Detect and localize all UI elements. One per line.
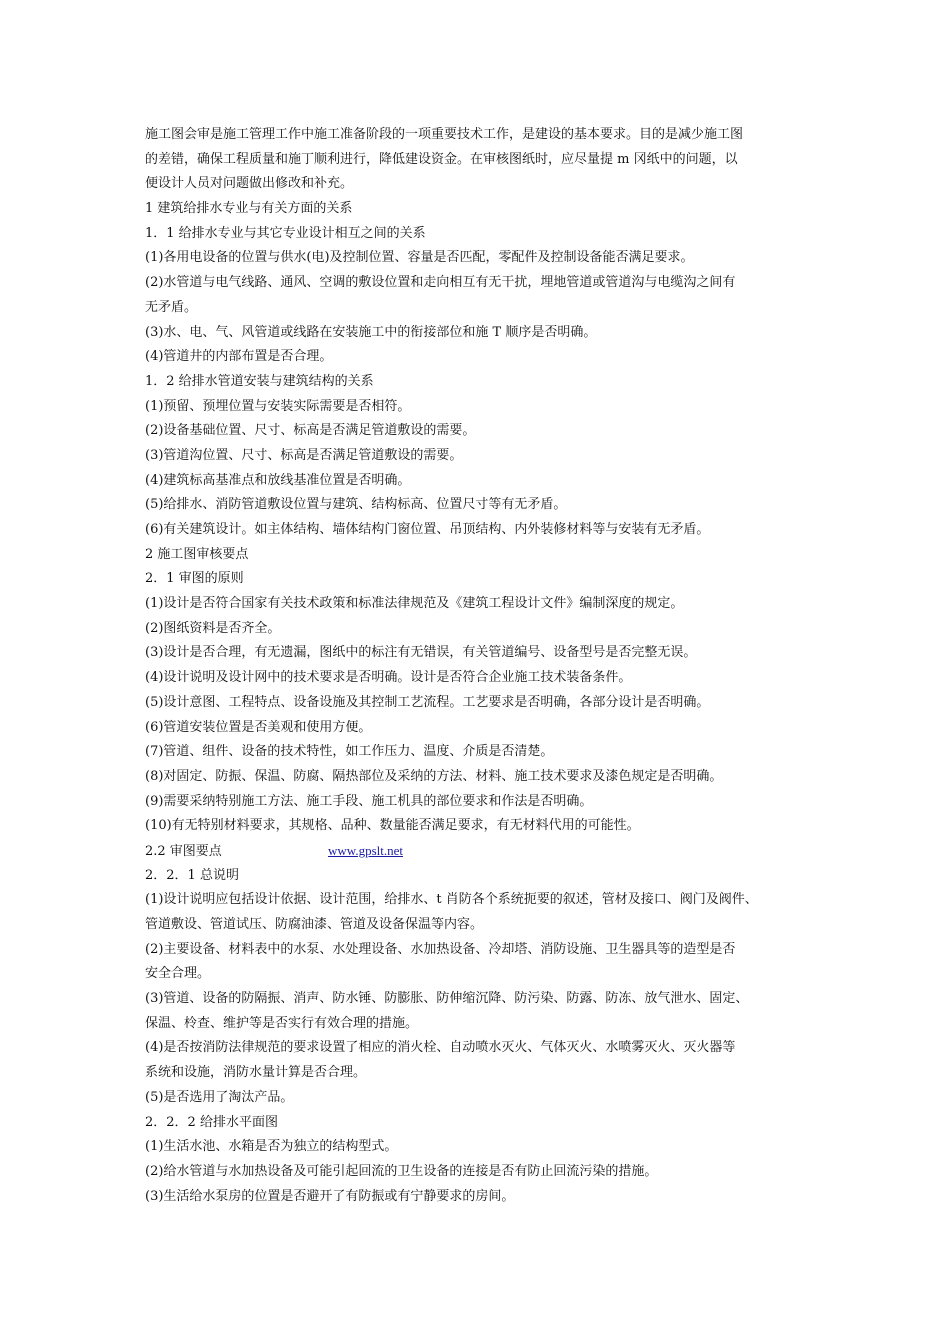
subsection-heading: 2．1 审图的原则 [145, 571, 244, 587]
list-item: (6)有关建筑设计。如主体结构、墙体结构门窗位置、吊顶结构、内外装修材料等与安装有无矛盾。 [145, 522, 710, 537]
section-heading: 1 建筑给排水专业与有关方面的关系 [145, 201, 353, 217]
list-item: (1)设计是否符合国家有关技术政策和标准法律规范及《建筑工程设计文件》编制深度的规定。 [145, 596, 684, 612]
list-item: (9)需要采纳特别施工方法、施工手段、施工机具的部位要求和作法是否明确。 [145, 793, 593, 809]
section-22-label: 2.2 审图要点 [145, 843, 222, 859]
list-item: (7)管道、组件、设备的技术特性，如工作压力、温度、介质是否清楚。 [145, 744, 554, 760]
subsection-heading: 2．2．1 总说明 [145, 867, 239, 883]
text-line: 便设计人员对问题做出修改和补充。 [145, 176, 354, 192]
list-item: (5)设计意图、工程特点、设备设施及其控制工艺流程。工艺要求是否明确，各部分设计是否明确。 [145, 694, 710, 710]
text-line: 系统和设施，消防水量计算是否合理。 [145, 1065, 367, 1081]
subsection-heading: 1．2 给排水管道安装与建筑结构的关系 [145, 373, 374, 389]
list-item: (4)建筑标高基准点和放线基准位置是否明确。 [145, 472, 411, 488]
list-item: (2)给水管道与水加热设备及可能引起回流的卫生设备的连接是否有防止回流污染的措施。 [145, 1163, 658, 1179]
list-item: (3)生活给水泵房的位置是否避开了有防振或有宁静要求的房间。 [145, 1188, 515, 1204]
list-item: (3)设计是否合理，有无遗漏，图纸中的标注有无错误，有关管道编号、设备型号是否完整无误。 [145, 645, 697, 661]
list-item: (10)有无特别材料要求，其规格、品种、数量能否满足要求，有无材料代用的可能性。 [145, 818, 640, 834]
subsection-heading: 1．1 给排水专业与其它专业设计相互之间的关系 [145, 225, 426, 241]
text-line: 保温、柃查、维护等是否实行有效合理的措施。 [145, 1015, 419, 1031]
list-item: (1)各用电设备的位置与供水(电)及控制位置、容量是否匹配，零配件及控制设备能否满足要求。 [145, 250, 694, 266]
list-item: (2)图纸资料是否齐全。 [145, 620, 281, 636]
section-22-heading [145, 839, 815, 864]
list-item: (6)管道安装位置是否美观和使用方便。 [145, 719, 372, 735]
list-item: (3)水、电、气、风管道或线路在安装施工中的衔接部位和施 T 顺序是否明确。 [145, 324, 597, 340]
list-item: (4)设计说明及设计网中的技术要求是否明确。设计是否符合企业施工技术装备条件。 [145, 670, 632, 686]
list-item: (1)生活水池、水箱是否为独立的结构型式。 [145, 1139, 398, 1155]
list-item: (1)设计说明应包括设计依据、设计范围，给排水、t 肖防各个系统扼要的叙述，管材及接口、阀门及阀件、 [145, 892, 758, 908]
list-item: (4)管道井的内部布置是否合理。 [145, 349, 333, 365]
list-item: (5)是否选用了淘汰产品。 [145, 1089, 294, 1105]
list-item: (2)主要设备、材料表中的水泵、水处理设备、水加热设备、冷却塔、消防设施、卫生器具等的造型是否 [145, 941, 736, 957]
list-item: (3)管道沟位置、尺寸、标高是否满足管道敷设的需要。 [145, 447, 463, 463]
text-line: 无矛盾。 [145, 299, 198, 315]
text-line: 的差错，确保工程质量和施丁顺利进行，降低建设资金。在审核图纸时，应尽量提 m 冈纸中的问题，以 [145, 151, 738, 167]
list-item: (8)对固定、防振、保温、防腐、隔热部位及采纳的方法、材料、施工技术要求及漆色规定是否明确。 [145, 768, 723, 784]
document-page [145, 123, 815, 1209]
text-line: 管道敷设、管道试压、防腐油漆、管道及设备保温等内容。 [145, 917, 484, 932]
list-item: (1)预留、预埋位置与安装实际需要是否相符。 [145, 398, 411, 414]
list-item: (2)设备基础位置、尺寸、标高是否满足管道敷设的需要。 [145, 423, 476, 439]
text-line: 施工图会审是施工管理工作中施工准备阶段的一项重要技术工作，是建设的基本要求。目的是减少施工图 [145, 127, 744, 142]
subsection-heading: 2．2．2 给排水平面图 [145, 1114, 278, 1130]
text-line: 安全合理。 [145, 966, 211, 982]
list-item: (3)管道、设备的防隔振、消声、防水锤、防膨胀、防伸缩沉降、防污染、防露、防冻、放气泄水、固定、 [145, 991, 749, 1007]
list-item: (4)是否按消防法律规范的要求设置了相应的消火栓、自动喷水灭火、气体灭火、水喷雾灭火、灭火器等 [145, 1040, 736, 1056]
list-item: (5)给排水、消防管道敷设位置与建筑、结构标高、位置尺寸等有无矛盾。 [145, 497, 567, 513]
section-heading: 2 施工图审核要点 [145, 546, 249, 562]
website-link[interactable]: www.gpslt.net [328, 842, 403, 858]
list-item: (2)水管道与电气线路、通风、空调的敷设位置和走向相互有无干扰，埋地管道或管道沟与电缆沟之间有 [145, 275, 736, 291]
